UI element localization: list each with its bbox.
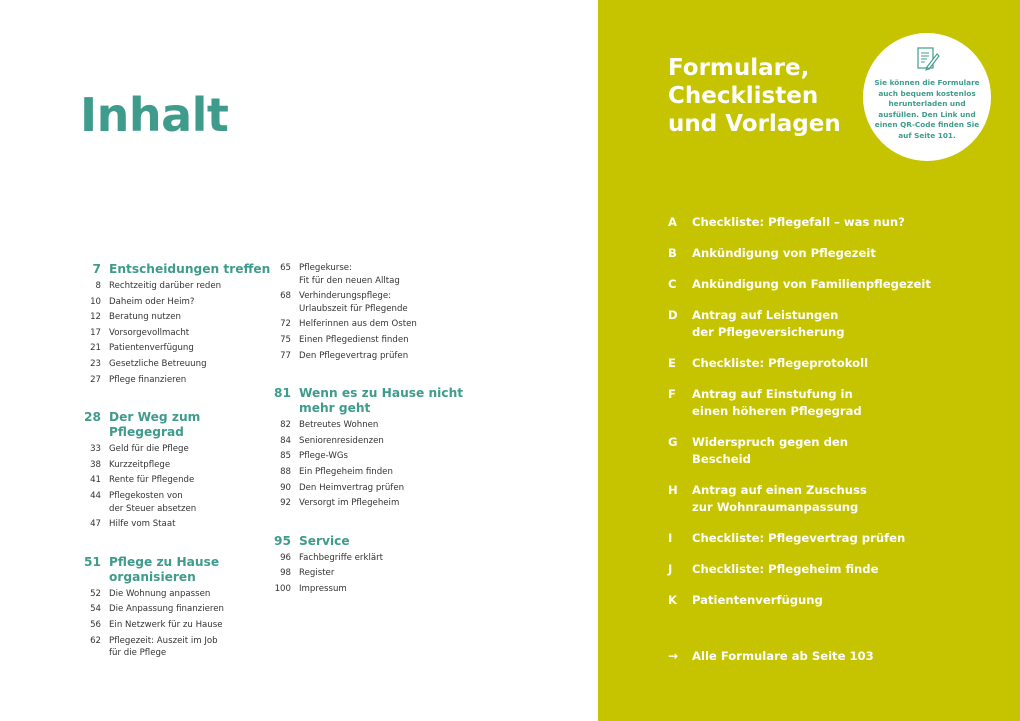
toc-entry-page-number: 84 bbox=[280, 435, 291, 446]
toc-entry-title: Die Wohnung anpassen bbox=[109, 588, 211, 599]
toc-section-page-number: 95 bbox=[274, 533, 291, 548]
toc-entry bbox=[270, 482, 470, 495]
toc-entry bbox=[270, 567, 470, 580]
toc-section-title: Pflege zu Hause organisieren bbox=[109, 554, 220, 584]
toc-entry-title: Beratung nutzen bbox=[109, 312, 181, 323]
toc-entry-page-number: 82 bbox=[280, 420, 291, 431]
toc-entry-title: Ein Netzwerk für zu Hause bbox=[109, 619, 223, 630]
toc-entry-page-number: 8 bbox=[95, 281, 101, 291]
toc-entry bbox=[80, 342, 280, 355]
form-item-letter: B bbox=[668, 246, 677, 260]
form-item-title: Patientenverfügung bbox=[692, 593, 823, 607]
toc-section-heading bbox=[270, 534, 470, 549]
toc-entry-page-number: 54 bbox=[90, 604, 101, 615]
form-item bbox=[668, 434, 1008, 468]
toc-entry-page-number: 33 bbox=[90, 444, 101, 455]
toc-entry-title: Hilfe vom Staat bbox=[109, 519, 176, 530]
toc-section-heading bbox=[270, 386, 470, 416]
form-item-title: Ankündigung von Familienpflegezeit bbox=[692, 277, 931, 291]
forms-heading: Formulare, Checklisten und Vorlagen bbox=[668, 55, 841, 137]
form-item bbox=[668, 307, 1008, 341]
toc-section-title: Der Weg zum Pflegegrad bbox=[109, 410, 201, 440]
toc-entry bbox=[80, 619, 280, 632]
form-item-letter: J bbox=[668, 562, 673, 576]
toc-entry bbox=[80, 280, 280, 293]
toc-entry-title: Seniorenresidenzen bbox=[299, 435, 384, 446]
toc-entry bbox=[270, 497, 470, 510]
toc-entry-title: Die Anpassung finanzieren bbox=[109, 604, 224, 615]
toc-entry bbox=[270, 290, 470, 315]
toc-entry bbox=[270, 419, 470, 432]
toc-entry-page-number: 27 bbox=[90, 374, 101, 385]
toc-entry-title: Fachbegriffe erklärt bbox=[299, 552, 384, 563]
toc-section-title: Entscheidungen treffen bbox=[109, 262, 271, 276]
toc-entry bbox=[80, 459, 280, 472]
form-item-letter: C bbox=[668, 277, 677, 291]
toc-section-heading bbox=[80, 410, 280, 440]
toc-entry-page-number: 75 bbox=[280, 334, 291, 345]
toc-entry-page-number: 10 bbox=[90, 296, 101, 307]
toc-entry bbox=[80, 518, 280, 531]
toc-entry-page-number: 90 bbox=[280, 482, 291, 493]
toc-entry-page-number: 38 bbox=[90, 459, 101, 470]
toc-entry-title: Geld für die Pflege bbox=[109, 444, 189, 455]
toc-entry-title: Pflegekurse: Fit für den neuen Alltag bbox=[299, 263, 400, 286]
arrow-right-icon: → bbox=[668, 649, 679, 663]
toc-entry-page-number: 96 bbox=[280, 552, 291, 563]
toc-section-heading bbox=[80, 262, 280, 277]
toc-section-page-number: 81 bbox=[274, 386, 291, 401]
toc-entry-title: Vorsorgevollmacht bbox=[109, 327, 190, 338]
form-item-title: Antrag auf Leistungen der Pflegeversicherung bbox=[692, 308, 845, 339]
form-item-letter: A bbox=[668, 215, 677, 229]
form-item-letter: E bbox=[668, 356, 676, 370]
toc-entry bbox=[270, 318, 470, 331]
page-title: Inhalt bbox=[80, 88, 229, 142]
toc-entry bbox=[270, 466, 470, 479]
toc-entry bbox=[270, 583, 470, 596]
toc-entry-page-number: 62 bbox=[90, 635, 101, 646]
toc-entry-title: Daheim oder Heim? bbox=[109, 296, 195, 307]
toc-entry bbox=[80, 374, 280, 387]
toc-entry-title: Impressum bbox=[299, 583, 347, 594]
toc-entry-page-number: 72 bbox=[280, 319, 291, 330]
toc-entry bbox=[270, 450, 470, 463]
toc-entry bbox=[270, 262, 470, 287]
toc-entry bbox=[80, 603, 280, 616]
forms-list bbox=[668, 214, 1008, 623]
toc-entry bbox=[80, 490, 280, 515]
form-item bbox=[668, 561, 1008, 578]
toc-entry-title: Register bbox=[299, 568, 335, 579]
form-item-title: Ankündigung von Pflegezeit bbox=[692, 246, 876, 260]
form-item-title: Checkliste: Pflegeheim finde bbox=[692, 562, 879, 576]
toc-entry-title: Betreutes Wohnen bbox=[299, 420, 379, 431]
toc-entry-page-number: 21 bbox=[90, 343, 101, 354]
toc-section-page-number: 51 bbox=[84, 554, 101, 569]
toc-entry-title: Patientenverfügung bbox=[109, 343, 194, 354]
toc-entry-title: Pflegekosten von der Steuer absetzen bbox=[109, 490, 197, 514]
toc-entry-page-number: 77 bbox=[280, 350, 291, 361]
toc-entry bbox=[80, 358, 280, 371]
form-item-letter: G bbox=[668, 435, 678, 449]
toc-entry-page-number: 44 bbox=[90, 490, 101, 501]
toc-entry bbox=[80, 296, 280, 309]
toc-entry-page-number: 88 bbox=[280, 466, 291, 477]
toc-entry-title: Pflege-WGs bbox=[299, 451, 349, 462]
form-item-title: Antrag auf einen Zuschuss zur Wohnraumanpassung bbox=[692, 483, 867, 514]
toc-entry-page-number: 68 bbox=[280, 291, 291, 302]
toc-entry bbox=[270, 435, 470, 448]
form-item-title: Checkliste: Pflegevertrag prüfen bbox=[692, 531, 906, 545]
toc-entry-page-number: 41 bbox=[90, 475, 101, 486]
form-item bbox=[668, 355, 1008, 372]
form-item-letter: I bbox=[668, 531, 673, 545]
toc-entry-title: Einen Pflegedienst finden bbox=[299, 334, 409, 345]
toc-section bbox=[80, 410, 280, 531]
download-info-text: Sie können die Formulare auch bequem kostenlos herunterladen und ausfüllen. Den Link und einen QR-Code finden Sie auf Seite 101. bbox=[874, 78, 980, 140]
toc-entry-page-number: 65 bbox=[280, 263, 291, 273]
form-item bbox=[668, 214, 1008, 231]
toc-entry bbox=[270, 552, 470, 565]
toc-entry-page-number: 56 bbox=[90, 619, 101, 630]
toc-entry-page-number: 52 bbox=[90, 588, 101, 599]
toc-entry-page-number: 98 bbox=[280, 568, 291, 579]
toc-column-1 bbox=[80, 262, 280, 684]
form-item bbox=[668, 592, 1008, 609]
toc-entry-title: Pflege finanzieren bbox=[109, 374, 187, 385]
toc-entry-page-number: 23 bbox=[90, 358, 101, 369]
form-item-letter: D bbox=[668, 308, 678, 322]
download-info-circle bbox=[863, 33, 991, 161]
toc-entry bbox=[270, 350, 470, 363]
toc-section bbox=[80, 555, 280, 660]
form-item bbox=[668, 245, 1008, 262]
toc-entry-title: Versorgt im Pflegeheim bbox=[299, 498, 400, 509]
toc-entry bbox=[80, 588, 280, 601]
toc-column-2 bbox=[270, 262, 470, 620]
form-item bbox=[668, 482, 1008, 516]
toc-section-page-number: 28 bbox=[84, 410, 101, 425]
right-panel bbox=[598, 0, 1020, 721]
form-item bbox=[668, 530, 1008, 547]
toc-entry-title: Helferinnen aus dem Osten bbox=[299, 319, 417, 330]
all-forms-text: Alle Formulare ab Seite 103 bbox=[692, 649, 874, 663]
toc-entry-title: Ein Pflegeheim finden bbox=[299, 466, 393, 477]
toc-entry-title: Pflegezeit: Auszeit im Job für die Pflege bbox=[109, 635, 218, 659]
toc-section-heading bbox=[80, 555, 280, 585]
toc-entry-page-number: 92 bbox=[280, 498, 291, 509]
toc-section bbox=[80, 262, 280, 386]
form-item-letter: K bbox=[668, 593, 677, 607]
toc-entry-title: Den Pflegevertrag prüfen bbox=[299, 350, 409, 361]
toc-section-title: Service bbox=[299, 533, 350, 548]
form-item-title: Checkliste: Pflegefall – was nun? bbox=[692, 215, 905, 229]
toc-entry bbox=[80, 635, 280, 660]
toc-entry-page-number: 100 bbox=[274, 583, 291, 594]
form-item bbox=[668, 386, 1008, 420]
toc-entry-page-number: 17 bbox=[90, 327, 101, 338]
form-item-letter: H bbox=[668, 483, 678, 497]
toc-entry-title: Rente für Pflegende bbox=[109, 475, 195, 486]
toc-section bbox=[270, 386, 470, 510]
toc-entry-page-number: 85 bbox=[280, 451, 291, 462]
toc-entry-title: Kurzzeitpflege bbox=[109, 459, 171, 470]
toc-entry-page-number: 12 bbox=[90, 312, 101, 323]
toc-entry bbox=[80, 443, 280, 456]
form-item-title: Antrag auf Einstufung in einen höheren Pflegegrad bbox=[692, 387, 862, 418]
toc-section bbox=[270, 534, 470, 596]
toc-entry-title: Verhinderungspflege: Urlaubszeit für Pflegende bbox=[299, 291, 408, 314]
toc-entry-title: Gesetzliche Betreuung bbox=[109, 358, 207, 369]
toc-entry bbox=[80, 311, 280, 324]
form-item-letter: F bbox=[668, 387, 676, 401]
toc-section bbox=[270, 262, 470, 362]
toc-entry bbox=[80, 327, 280, 340]
toc-section-page-number: 7 bbox=[92, 262, 101, 276]
toc-entry bbox=[80, 474, 280, 487]
form-item-title: Checkliste: Pflegeprotokoll bbox=[692, 356, 869, 370]
form-item-title: Widerspruch gegen den Bescheid bbox=[692, 435, 849, 466]
all-forms-link bbox=[668, 648, 874, 665]
toc-entry-title: Rechtzeitig darüber reden bbox=[109, 281, 222, 291]
toc-entry-page-number: 47 bbox=[90, 519, 101, 530]
toc-entry bbox=[270, 334, 470, 347]
toc-section-title: Wenn es zu Hause nicht mehr geht bbox=[299, 386, 464, 416]
form-item bbox=[668, 276, 1008, 293]
toc-entry-title: Den Heimvertrag prüfen bbox=[299, 482, 405, 493]
form-pencil-icon bbox=[913, 45, 941, 73]
